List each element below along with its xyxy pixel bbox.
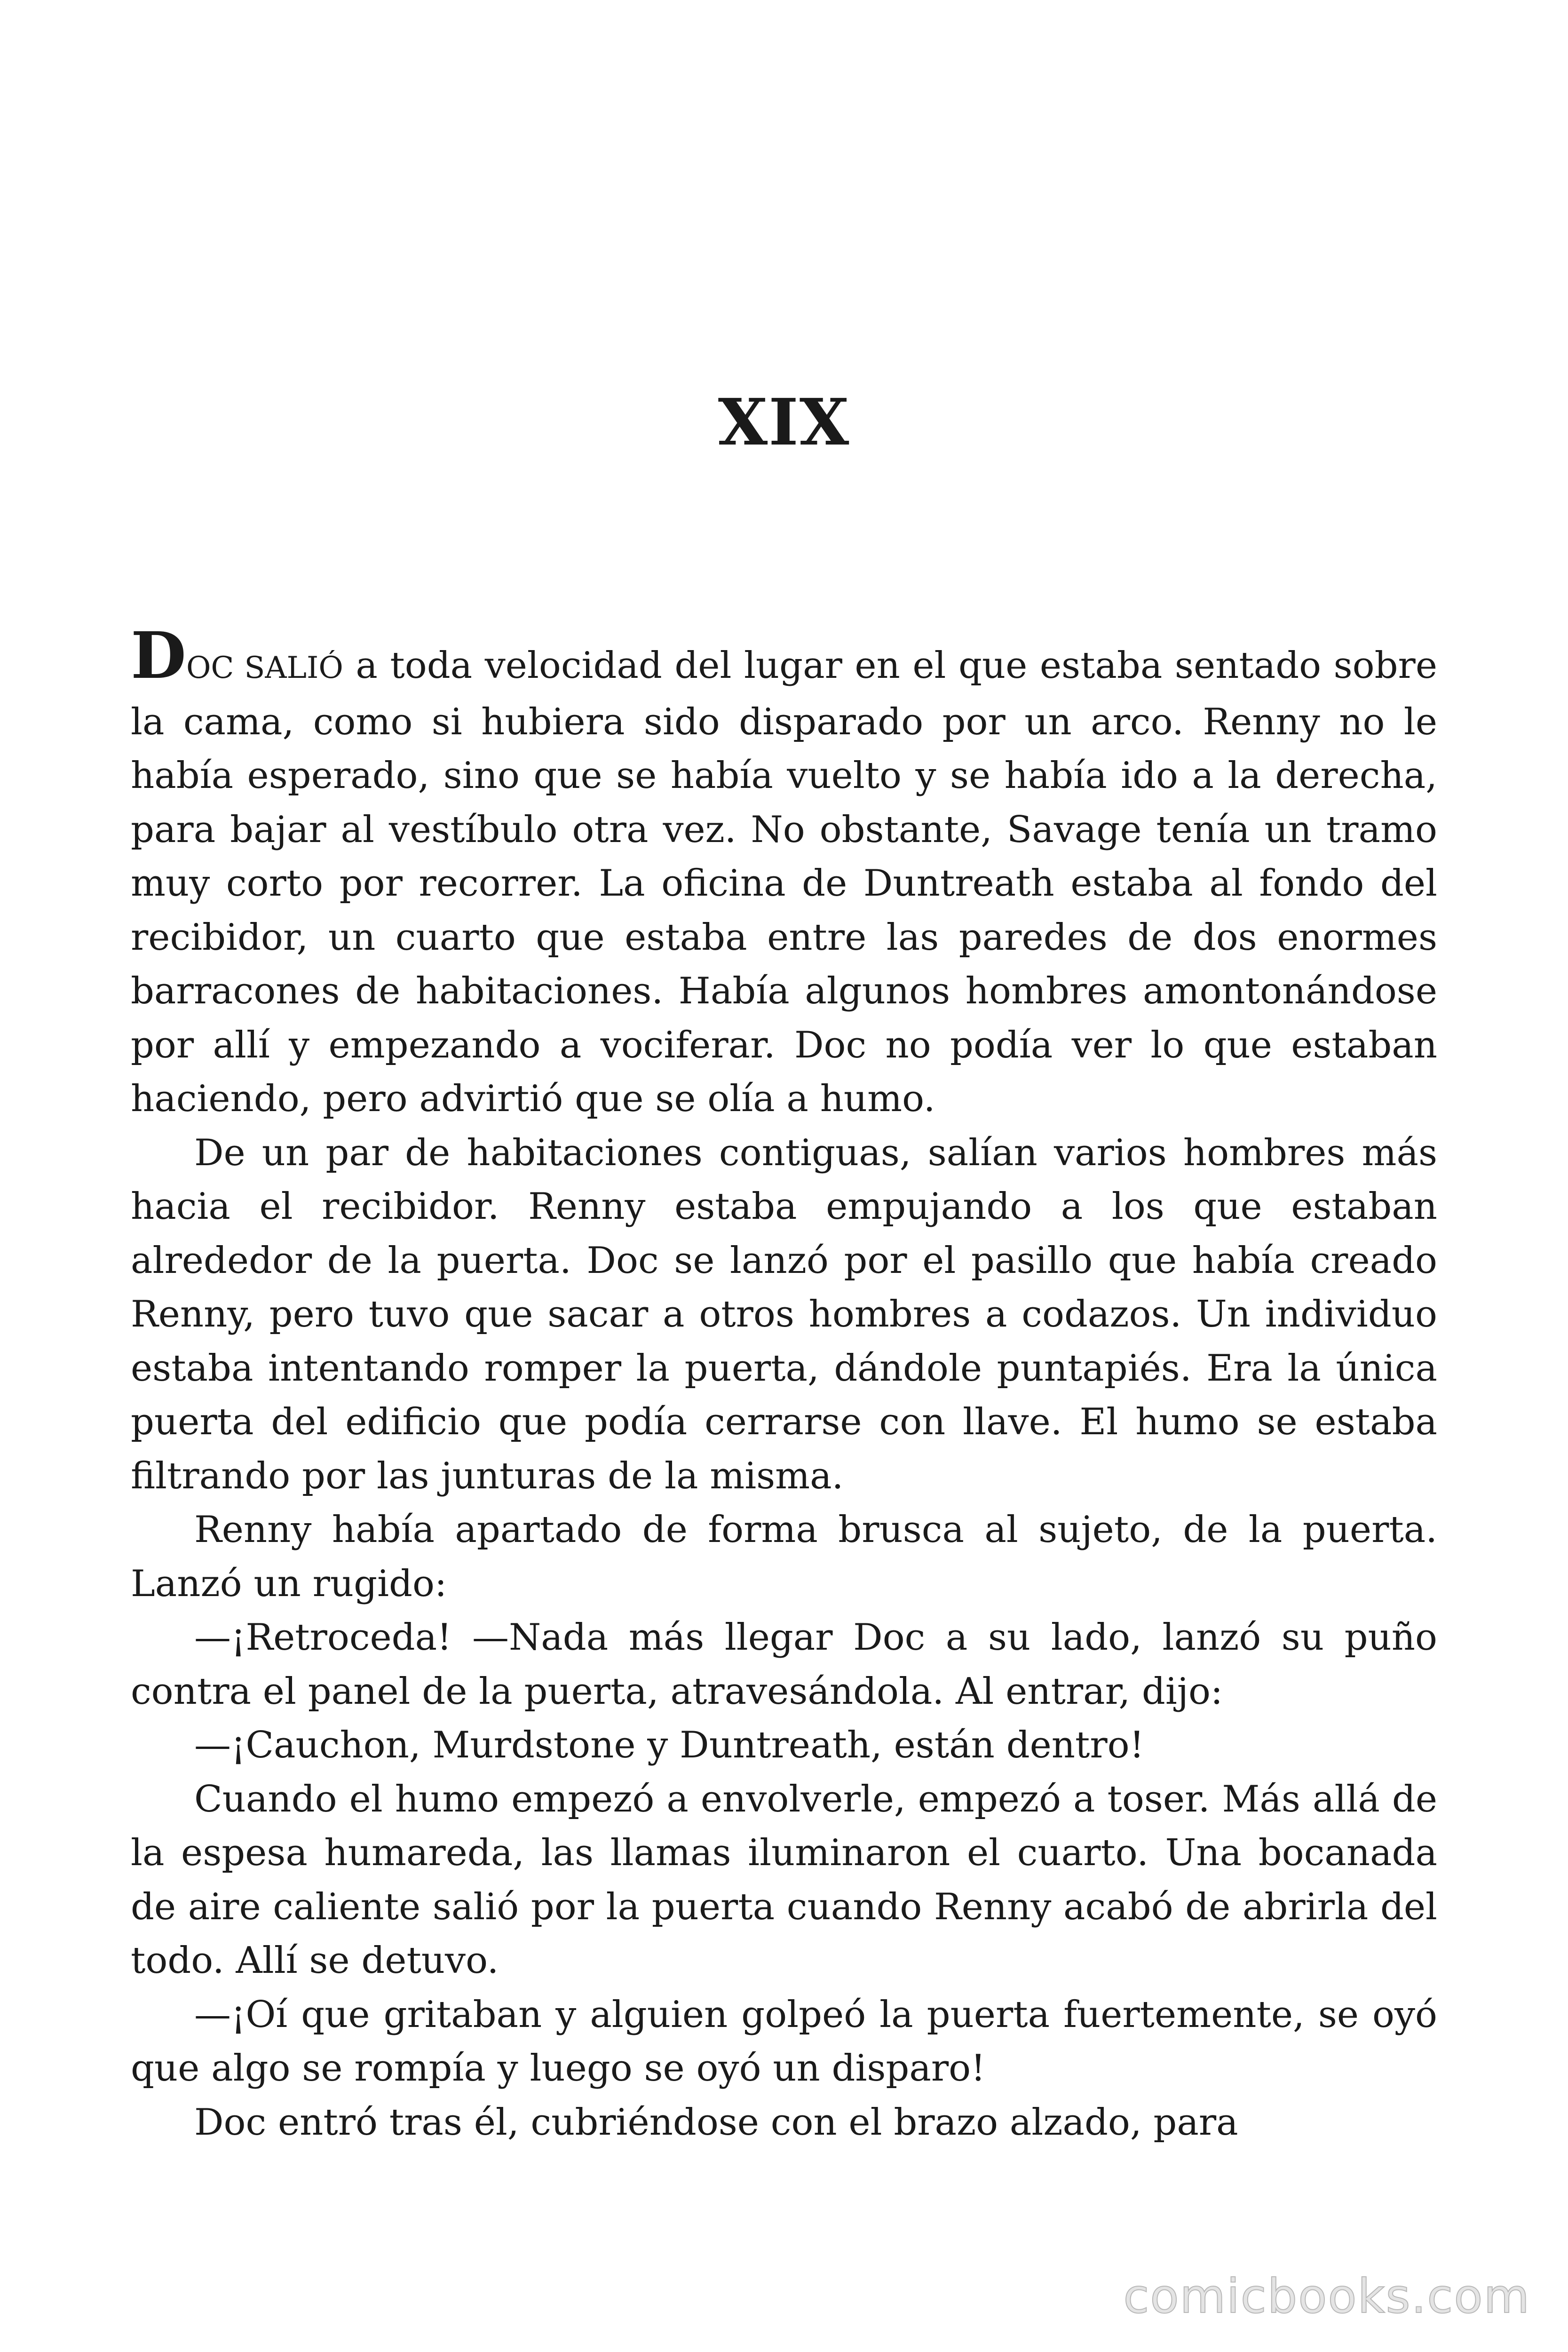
paragraph-5: —¡Cauchon, Murdstone y Duntreath, están dentro! — [194, 1724, 1144, 1766]
paragraph-1 — [131, 618, 1437, 1126]
paragraph-4: —¡Retroceda! —Nada más llegar Doc a su lado, lanzó su puño contra el panel de la puerta, atravesándola. Al entrar, dijo: — [131, 1616, 1437, 1713]
paragraph-7: —¡Oí que gritaban y alguien golpeó la puerta fuertemente, se oyó que algo se rompía y luego se oyó un disparo! — [131, 1993, 1437, 2090]
small-caps-lead: OC SALIÓ — [186, 651, 343, 685]
paragraph-6: Cuando el humo empezó a envolverle, empezó a toser. Más allá de la espesa humareda, las llamas iluminaron el cuarto. Una bocanada de aire caliente salió por la puerta cuando Renny acabó de abrirla del todo. Allí se detuvo. — [131, 1778, 1437, 1982]
body-text — [131, 618, 1437, 2149]
chapter-title: XIX — [718, 385, 850, 460]
paragraph-1-text: a toda velocidad del lugar en el que estaba sentado sobre la cama, como si hubiera sido disparado por un arco. Renny no le había esperado, sino que se había vuelto y se había ido a la derecha, para bajar al vestíbulo otra vez. No obstante, Savage tenía un tramo muy corto por recorrer. La oficina de Duntreath estaba al fondo del recibidor, un cuarto que estaba entre las paredes de dos enormes barracones de habitaciones. Había algunos hombres amontonándose por allí y empezando a vociferar. Doc no podía ver lo que estaban haciendo, pero advirtió que se olía a humo. — [131, 644, 1437, 1120]
paragraph-8: Doc entró tras él, cubriéndose con el brazo alzado, para — [194, 2101, 1238, 2144]
paragraph-2: De un par de habitaciones contiguas, salían varios hombres más hacia el recibidor. Renny estaba empujando a los que estaban alrededor de la puerta. Doc se lanzó por el pasillo que había creado Renny, pero tuvo que sacar a otros hombres a codazos. Un individuo estaba intentando romper la puerta, dándole puntapiés. Era la única puerta del edificio que podía cerrarse con llave. El humo se estaba filtrando por las junturas de la misma. — [131, 1131, 1437, 1497]
paragraph-3: Renny había apartado de forma brusca al sujeto, de la puerta. Lanzó un rugido: — [131, 1509, 1437, 1605]
watermark: comicbooks.com — [1123, 2269, 1530, 2324]
drop-cap: D — [131, 618, 186, 693]
